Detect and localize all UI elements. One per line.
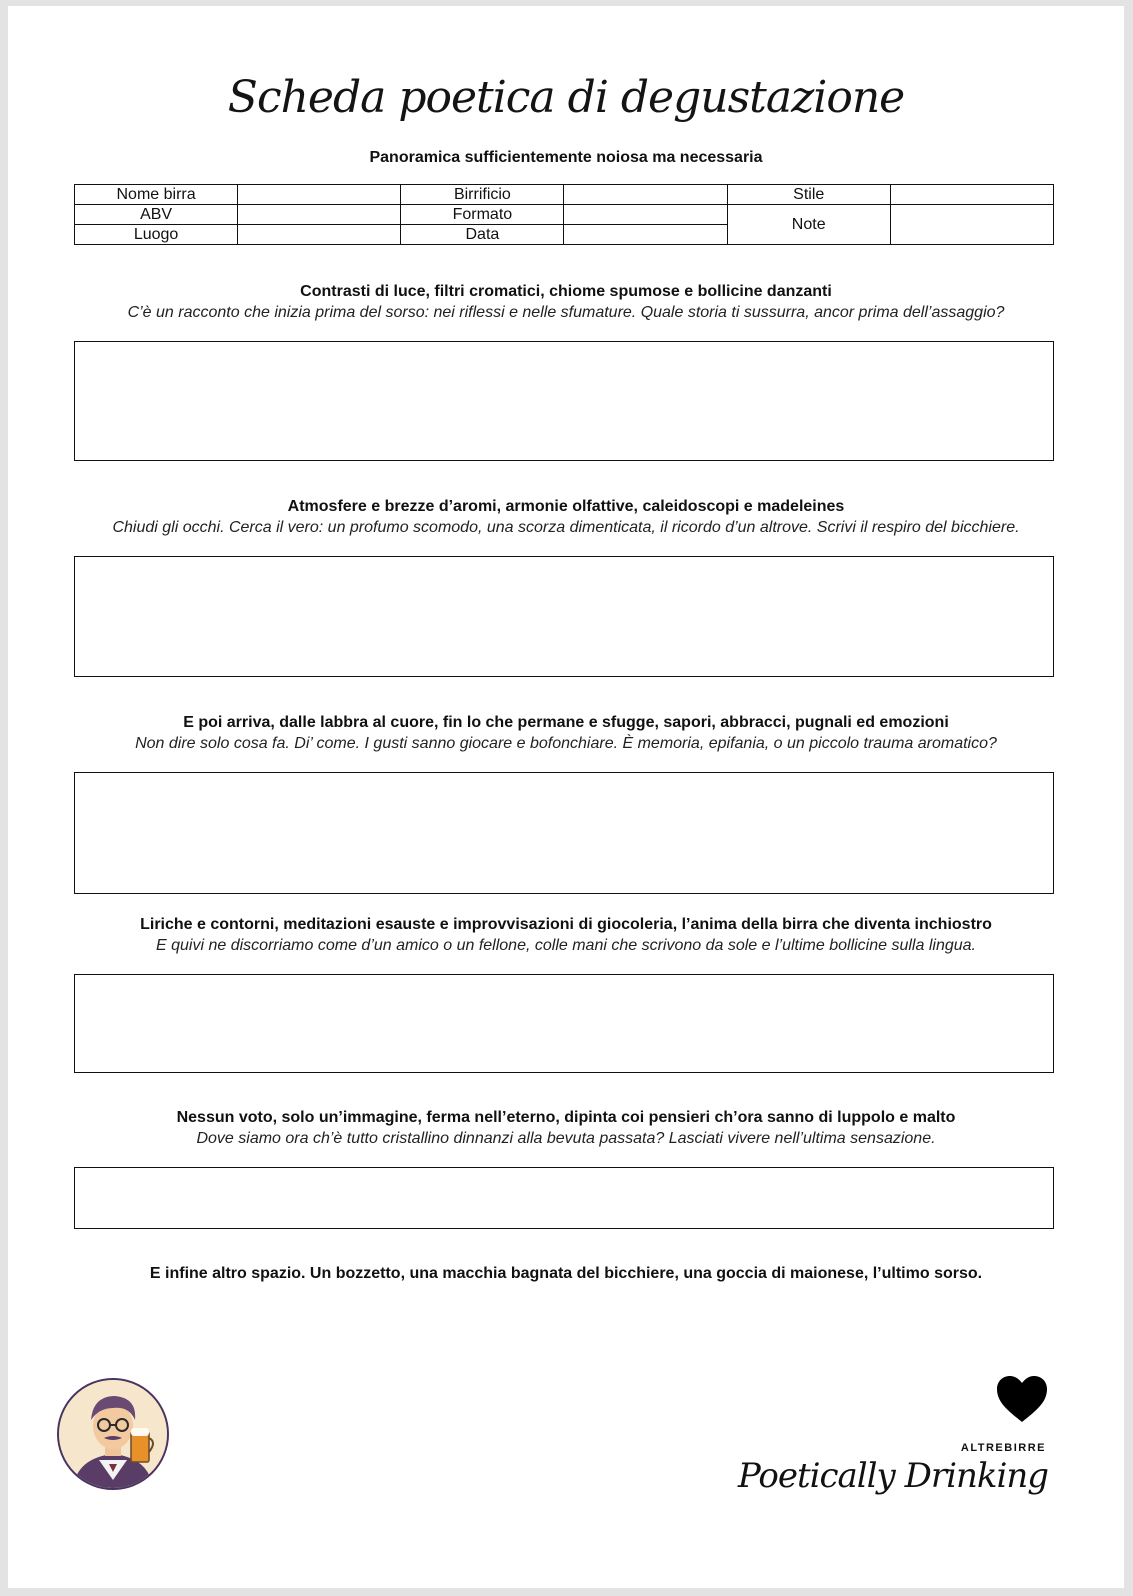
taste-writing-box[interactable] — [74, 772, 1054, 894]
brand-name: ALTREBIRRE — [960, 1442, 1046, 1454]
heart-icon — [995, 1374, 1049, 1424]
overview-row — [75, 185, 1054, 205]
field-note[interactable] — [890, 205, 1053, 245]
label-note: Note — [727, 205, 890, 245]
section-appearance-title: Contrasti di luce, filtri cromatici, chiome spumose e bollicine danzanti — [300, 283, 832, 300]
section-image-title: Nessun voto, solo un’immagine, ferma nell’eterno, dipinta coi pensieri ch’ora sanno di luppolo e malto — [176, 1109, 956, 1126]
field-nome-birra[interactable] — [238, 185, 401, 205]
field-birrificio[interactable] — [564, 185, 727, 205]
label-luogo: Luogo — [75, 225, 238, 245]
label-formato: Formato — [401, 205, 564, 225]
label-stile: Stile — [727, 185, 890, 205]
section-image-prompt: Dove siamo ora ch’è tutto cristallino dinnanzi alla bevuta passata? Lasciati vivere nell’ultima sensazione. — [196, 1130, 936, 1147]
section-appearance-prompt: C’è un racconto che inizia prima del sorso: nei riflessi e nelle sfumature. Quale storia ti sussurra, ancor prima dell’assaggio? — [127, 304, 1005, 321]
field-luogo[interactable] — [238, 225, 401, 245]
overview-table — [74, 184, 1054, 245]
label-birrificio: Birrificio — [401, 185, 564, 205]
section-taste-title: E poi arriva, dalle labbra al cuore, fin lo che permane e sfugge, sapori, abbracci, pugnali ed emozioni — [183, 714, 949, 731]
section-aroma-title: Atmosfere e brezze d’aromi, armonie olfattive, caleidoscopi e madeleines — [287, 498, 845, 515]
image-writing-box[interactable] — [74, 1167, 1054, 1229]
label-nome-birra: Nome birra — [75, 185, 238, 205]
tasting-sheet-page — [8, 6, 1124, 1588]
overview-row — [75, 205, 1054, 225]
page-title: Scheda poetica di degustazione — [227, 72, 905, 123]
beer-man-avatar-icon — [57, 1378, 169, 1490]
section-taste-prompt: Non dire solo cosa fa. Di’ come. I gusti sanno giocare e bofonchiare. È memoria, epifania, o un piccolo trauma aromatico? — [135, 735, 997, 752]
brand-tagline: Poetically Drinking — [737, 1456, 1048, 1496]
final-space-note: E infine altro spazio. Un bozzetto, una macchia bagnata del bicchiere, una goccia di maionese, l’ultimo sorso. — [149, 1265, 983, 1282]
field-formato[interactable] — [564, 205, 727, 225]
aroma-writing-box[interactable] — [74, 556, 1054, 677]
section-lyrics-prompt: E quivi ne discorriamo come d’un amico o un fellone, colle mani che scrivono da sole e l’ultime bollicine sulla lingua. — [156, 937, 976, 954]
section-lyrics-title: Liriche e contorni, meditazioni esauste e improvvisazioni di giocoleria, l’anima della birra che diventa inchiostro — [140, 916, 992, 933]
field-abv[interactable] — [238, 205, 401, 225]
overview-subtitle: Panoramica sufficientemente noiosa ma necessaria — [369, 149, 763, 166]
field-stile[interactable] — [890, 185, 1053, 205]
label-data: Data — [401, 225, 564, 245]
label-abv: ABV — [75, 205, 238, 225]
field-data[interactable] — [564, 225, 727, 245]
section-aroma-prompt: Chiudi gli occhi. Cerca il vero: un profumo scomodo, una scorza dimenticata, il ricordo d’un altrove. Scrivi il respiro del bicchiere. — [112, 519, 1020, 536]
lyrics-writing-box[interactable] — [74, 974, 1054, 1073]
appearance-writing-box[interactable] — [74, 341, 1054, 461]
